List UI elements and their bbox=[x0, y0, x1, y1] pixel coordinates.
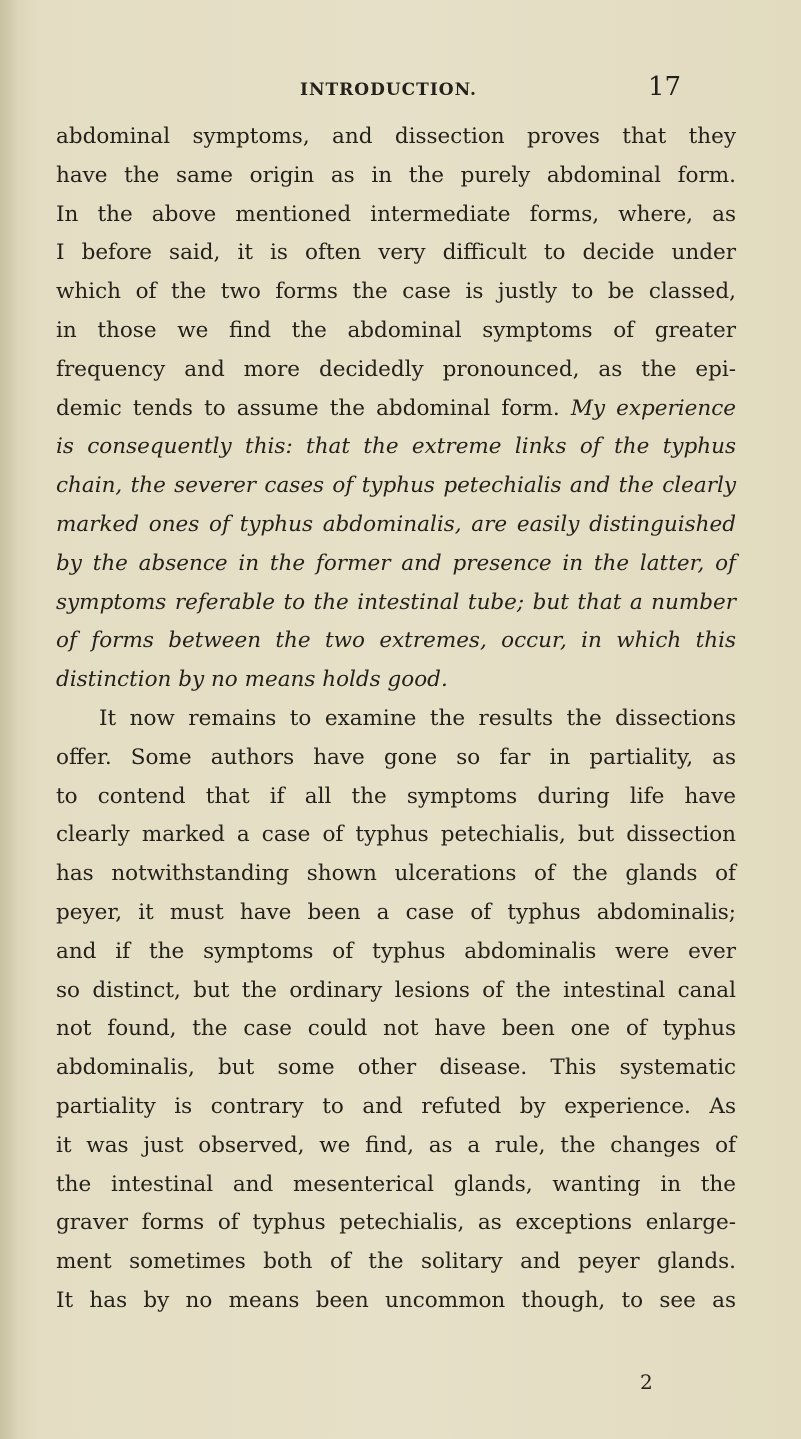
text-line-italic: by the absence in the former and presence in the latter, of bbox=[56, 550, 736, 576]
text-line: graver forms of typhus petechialis, as exceptions enlarge- bbox=[56, 1210, 736, 1236]
text-line: and if the symptoms of typhus abdominalis were ever bbox=[56, 938, 736, 964]
text-line-italic: marked ones of typhus abdominalis, are easily distinguished bbox=[56, 511, 736, 537]
text-line: abdominalis, but some other disease. This systematic bbox=[56, 1055, 736, 1081]
text-span-roman: demic tends to assume the abdominal form. bbox=[56, 395, 560, 421]
text-line-italic: is consequently this: that the extreme links of the typhus bbox=[56, 434, 736, 460]
text-line: clearly marked a case of typhus petechialis, but dissection bbox=[56, 822, 736, 848]
running-title: INTRODUCTION. bbox=[300, 80, 477, 100]
page-gutter-shadow bbox=[0, 0, 18, 1439]
text-line-mixed bbox=[56, 390, 736, 429]
text-line: abdominal symptoms, and dissection proves that they bbox=[56, 124, 736, 149]
text-line: not found, the case could not have been one of typhus bbox=[56, 1016, 736, 1042]
text-line: which of the two forms the case is justly to be classed, bbox=[56, 279, 736, 305]
text-line-italic: symptoms referable to the intestinal tube; but that a number bbox=[56, 589, 736, 615]
text-line-italic: distinction by no means holds good. bbox=[56, 667, 448, 693]
text-line: ment sometimes both of the solitary and peyer glands. bbox=[56, 1249, 736, 1275]
text-line: peyer, it must have been a case of typhus abdominalis; bbox=[56, 899, 736, 925]
text-line: the intestinal and mesenterical glands, wanting in the bbox=[56, 1171, 736, 1197]
text-line: have the same origin as in the purely abdominal form. bbox=[56, 162, 736, 188]
text-line: I before said, it is often very difficult to decide under bbox=[56, 240, 736, 266]
text-line: offer. Some authors have gone so far in partiality, as bbox=[56, 744, 736, 770]
text-line: so distinct, but the ordinary lesions of the intestinal canal bbox=[56, 977, 736, 1003]
text-line: it was just observed, we find, as a rule, the changes of bbox=[56, 1132, 736, 1158]
text-line: frequency and more decidedly pronounced, as the epi- bbox=[56, 356, 736, 382]
text-line-italic: chain, the severer cases of typhus petechialis and the clearly bbox=[56, 473, 736, 499]
text-line: partiality is contrary to and refuted by experience. As bbox=[56, 1093, 736, 1119]
text-line: It has by no means been uncommon though, to see as bbox=[56, 1287, 736, 1313]
body-text bbox=[56, 118, 736, 1321]
text-line: in those we find the abdominal symptoms of greater bbox=[56, 317, 736, 343]
text-span-italic: My experience bbox=[570, 395, 736, 421]
text-line: In the above mentioned intermediate forms, where, as bbox=[56, 201, 736, 227]
text-line: has notwithstanding shown ulcerations of the glands of bbox=[56, 861, 736, 887]
paragraph-first-line: It now remains to examine the results the dissections bbox=[99, 705, 736, 731]
signature-mark: 2 bbox=[640, 1370, 653, 1394]
text-line: to contend that if all the symptoms during life have bbox=[56, 783, 736, 809]
page-number: 17 bbox=[648, 72, 682, 102]
text-line-italic: of forms between the two extremes, occur, in which this bbox=[56, 628, 736, 654]
